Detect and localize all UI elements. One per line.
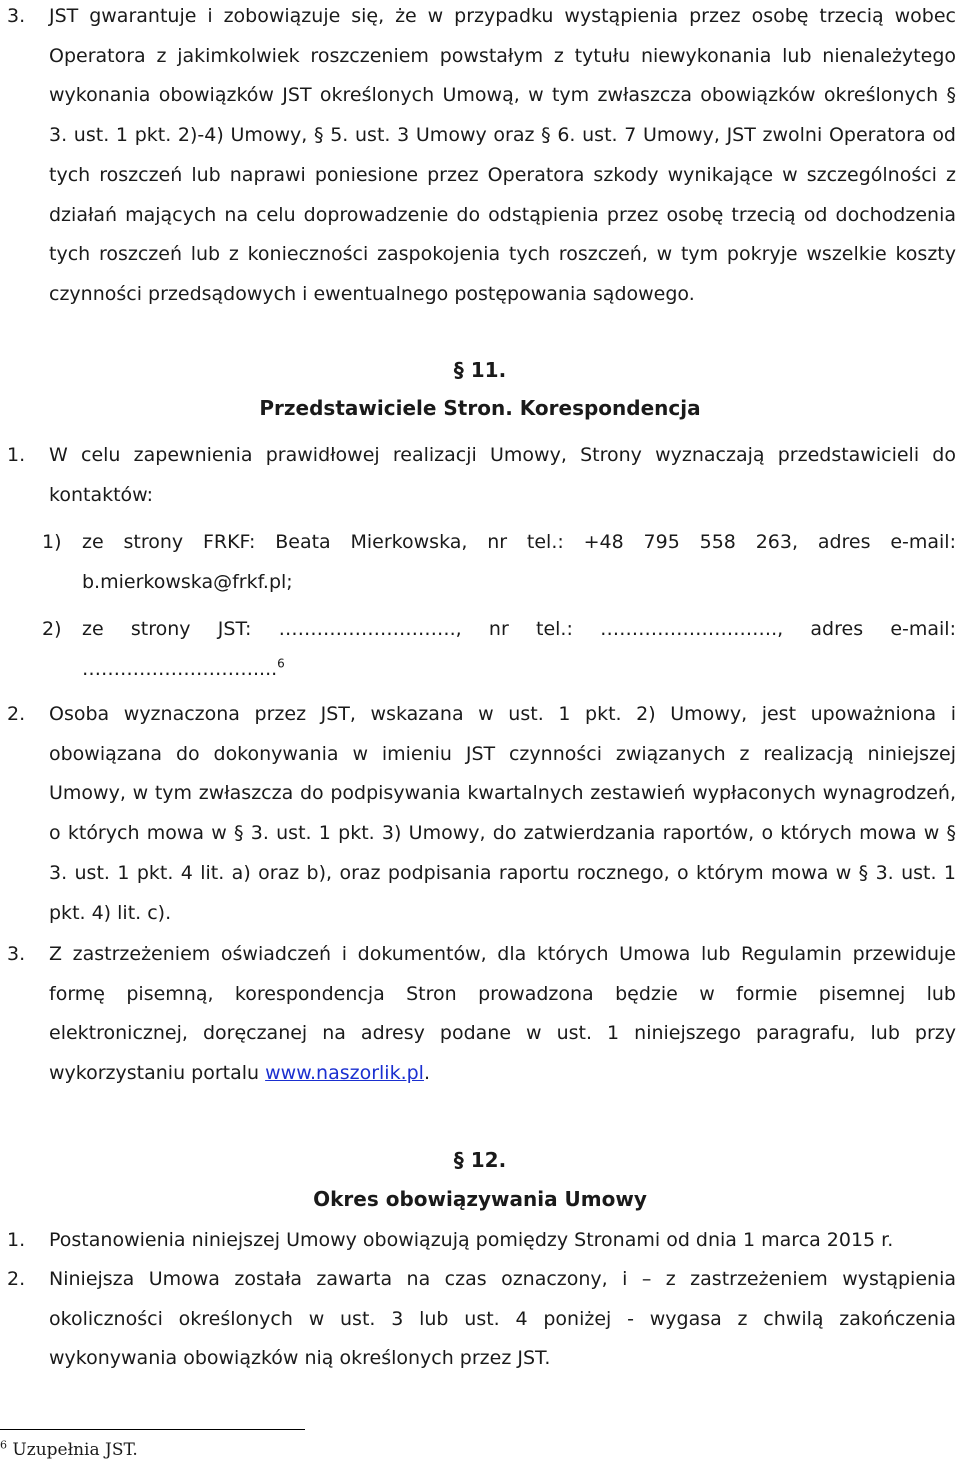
- item-text-end: .: [423, 1062, 431, 1085]
- item-text: Postanowienia niniejszej Umowy obowiązują pomiędzy Stronami od dnia 1 marca 2015 r.: [49, 1229, 894, 1251]
- paragraph-11-3: [7, 935, 956, 1094]
- paragraph-11-1: [7, 436, 956, 515]
- item-number: 3.: [7, 5, 26, 27]
- section-11-number: § 11.: [453, 358, 507, 382]
- sublist-number: 2): [42, 618, 62, 640]
- item-number: 2.: [7, 1268, 26, 1290]
- item-number: 1.: [7, 1229, 26, 1251]
- paragraph-12-2: [7, 1260, 956, 1379]
- footnote-divider: [0, 1429, 305, 1430]
- item-number: 3.: [7, 943, 26, 965]
- item-text: Niniejsza Umowa została zawarta na czas oznaczony, i – z zastrzeżeniem wystąpienia okoliczności określonych w ust. 3 lub ust. 4 poniżej - wygasa z chwilą zakończenia wykonywania obowiązków nią określonych przez JST.: [49, 1268, 956, 1370]
- paragraph-12-1: [7, 1221, 956, 1261]
- section-12-number: § 12.: [453, 1148, 507, 1172]
- item-text: Osoba wyznaczona przez JST, wskazana w ust. 1 pkt. 2) Umowy, jest upoważniona i obowiązana do dokonywania w imieniu JST czynności związanych z realizacją niniejszej Umowy, w tym zwłaszcza do podpisywania kwartalnych zestawień wypłaconych wynagrodzeń, o których mowa w § 3. ust. 1 pkt. 3) Umowy, do zatwierdzania raportów, o których mowa w § 3. ust. 1 pkt. 4 lit. a) oraz b), oraz podpisania raportu rocznego, o którym mowa w § 3. ust. 1 pkt. 4) lit. c).: [49, 703, 956, 924]
- section-11-title: Przedstawiciele Stron. Korespondencja: [259, 396, 701, 420]
- item-text: Z zastrzeżeniem oświadczeń i dokumentów, dla których Umowa lub Regulamin przewiduje formę pisemną, korespondencja Stron prowadzona będzie w formie pisemnej lub elektronicznej, doręczanej na adresy podane w ust. 1 niniejszego paragrafu, lub przy wykorzystaniu portalu: [49, 943, 956, 1085]
- sublist-item-jst: [42, 609, 956, 689]
- item-text: JST gwarantuje i zobowiązuje się, że w przypadku wystąpienia przez osobę trzecią wobec Operatora z jakimkolwiek roszczeniem powstałym z tytułu niewykonania lub nienależytego wykonania obowiązków JST określonych Umową, w tym zwłaszcza obowiązków określonych § 3. ust. 1 pkt. 2)-4) Umowy, § 5. ust. 3 Umowy oraz § 6. ust. 7 Umowy, JST zwolni Operatora od tych roszczeń lub naprawi poniesione przez Operatora szkody wynikające w szczególności z działań mających na celu doprowadzenie do odstąpienia przez osobę trzecią od dochodzenia tych roszczeń lub z konieczności zaspokojenia tych roszczeń, w tym pokryje wszelkie koszty czynności przedsądowych i ewentualnego postępowania sądowego.: [49, 5, 956, 305]
- paragraph-11-2: [7, 695, 956, 933]
- footnote-number: 6: [0, 1438, 7, 1452]
- portal-link[interactable]: www.naszorlik.pl: [265, 1062, 424, 1085]
- item-number: 2.: [7, 703, 26, 725]
- footnote-reference[interactable]: 6: [277, 656, 285, 671]
- item-text: W celu zapewnienia prawidłowej realizacji Umowy, Strony wyznaczają przedstawicieli do kontaktów:: [49, 444, 956, 506]
- paragraph-10-3: [7, 0, 956, 315]
- section-12-title: Okres obowiązywania Umowy: [313, 1187, 647, 1211]
- sublist-item-frkf: [42, 522, 956, 602]
- footnote: [0, 1438, 138, 1462]
- footnote-text: Uzupełnia JST.: [7, 1440, 138, 1460]
- sublist-text: ze strony JST: ………………………., nr tel.: ………………………., adres e-mail: ………………………....: [82, 618, 956, 680]
- sublist-number: 1): [42, 531, 62, 553]
- item-number: 1.: [7, 444, 26, 466]
- sublist-text: ze strony FRKF: Beata Mierkowska, nr tel.: +48 795 558 263, adres e-mail: b.mierkowska@frkf.pl;: [82, 531, 956, 593]
